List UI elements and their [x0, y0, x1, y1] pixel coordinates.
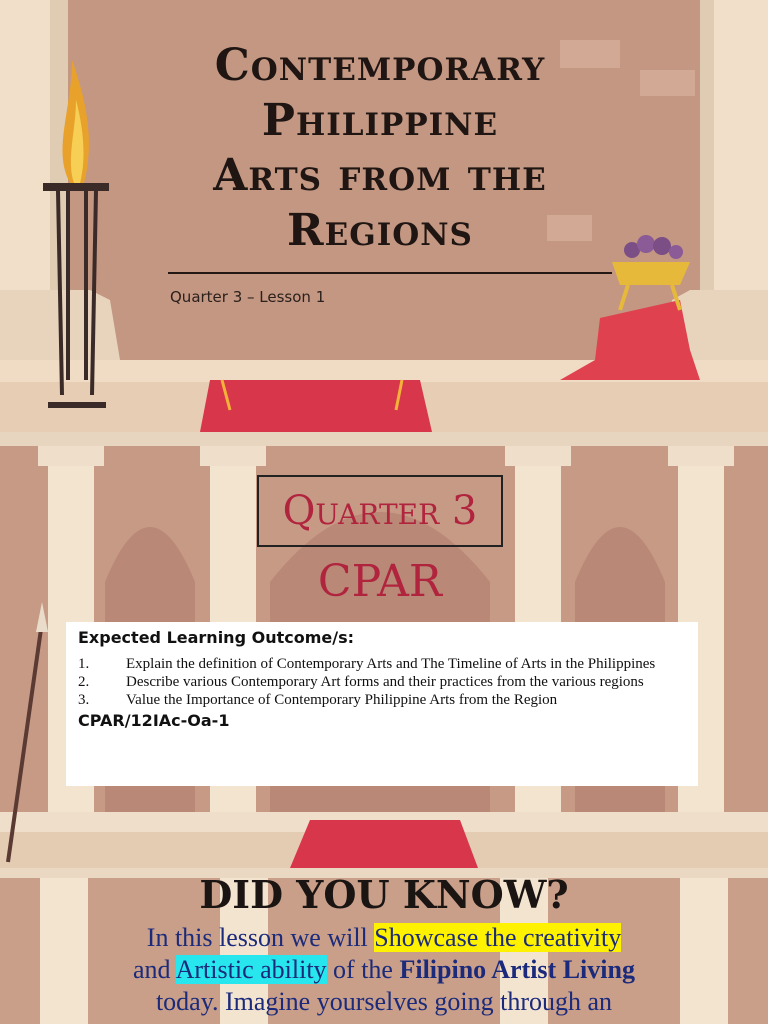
- outcome-number: 2.: [78, 674, 90, 690]
- outcomes-heading: Expected Learning Outcome/s:: [78, 628, 354, 647]
- torch-stand: [43, 183, 109, 191]
- fruit-bowl-icon: [612, 262, 690, 285]
- did-you-know-slide: [0, 868, 768, 1024]
- outcome-item: [78, 673, 688, 691]
- highlighted-text: Artistic ability: [175, 955, 327, 984]
- red-carpet-steps: [290, 820, 478, 868]
- learning-outcomes-box: [66, 622, 698, 786]
- body-text: of the: [326, 955, 400, 984]
- quarter-label: Quarter 3: [257, 475, 503, 547]
- did-you-know-body: [60, 922, 708, 1018]
- highlighted-text: Showcase the creativity: [374, 923, 622, 952]
- body-text: today. Imagine yourselves going through an: [155, 987, 613, 1016]
- body-text: In this lesson we will: [146, 923, 375, 952]
- outcome-item: [78, 691, 688, 709]
- outcome-number: 1.: [78, 656, 90, 672]
- subject-label: CPAR: [317, 556, 443, 607]
- title-divider: [168, 272, 612, 274]
- outcome-number: 3.: [78, 692, 90, 708]
- title-slide: [0, 0, 768, 432]
- outcome-text: Explain the definition of Contemporary Arts and The Timeline of Arts in the Philippines: [126, 656, 656, 672]
- outcome-text: Value the Importance of Contemporary Philippine Arts from the Region: [126, 692, 558, 708]
- lesson-title: Contemporary Philippine Arts from the Regions: [213, 40, 547, 256]
- did-you-know-heading: DID YOU KNOW?: [199, 872, 569, 917]
- competency-code: CPAR/12IAc-Oa-1: [78, 711, 230, 730]
- outcome-text: Describe various Contemporary Art forms and their practices from the various regions: [126, 674, 644, 690]
- bold-text: Filipino Artist Living: [399, 955, 635, 984]
- outcome-item: [78, 655, 688, 673]
- lesson-subtitle: Quarter 3 – Lesson 1: [170, 288, 326, 306]
- body-text: and: [133, 955, 176, 984]
- outcomes-slide: [0, 432, 768, 868]
